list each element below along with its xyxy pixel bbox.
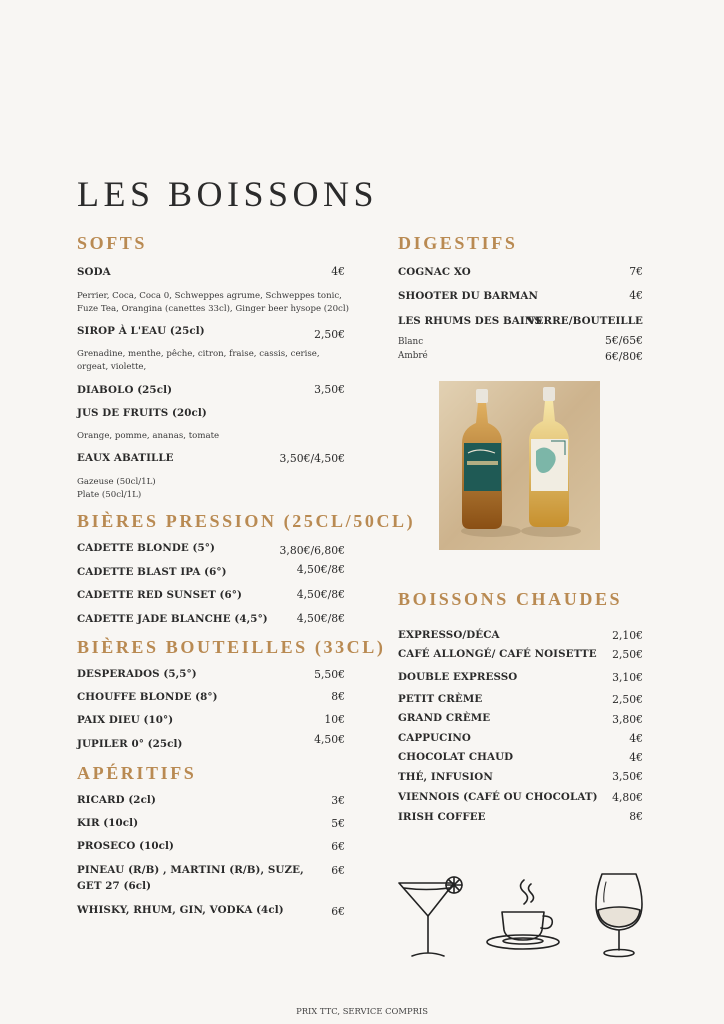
- pression-item-label: CADETTE BLAST IPA (6°): [77, 566, 227, 578]
- cognac-glass-icon: [590, 870, 648, 960]
- pression-item-price: 4,50€/8€: [296, 588, 345, 601]
- rhum-ambre-label: Ambré: [398, 351, 428, 361]
- digestif-item-label: SHOOTER DU BARMAN: [398, 290, 538, 302]
- section-digestifs-heading: DIGESTIFS: [398, 233, 518, 253]
- sirop-label: SIROP À L'EAU (25cl): [77, 325, 205, 337]
- aperitif-item-price: 6€: [331, 905, 345, 918]
- rhum-blanc-label: Blanc: [398, 337, 424, 347]
- chaude-item-label: VIENNOIS (CAFÉ OU CHOCOLAT): [398, 791, 598, 803]
- chaude-item-label: EXPRESSO/DÉCA: [398, 629, 500, 641]
- sirop-desc-line-1: Grenadine, menthe, pêche, citron, fraise, cassis, cerise,: [77, 349, 320, 359]
- aperitif-item-price: 6€: [331, 864, 345, 877]
- chaude-item-label: PETIT CRÈME: [398, 693, 483, 705]
- soda-label: SODA: [77, 266, 111, 278]
- digestif-item-price: 7€: [629, 265, 643, 278]
- soda-price: 4€: [331, 265, 345, 278]
- diabolo-price: 3,50€: [314, 383, 345, 396]
- aperitif-item-label: WHISKY, RHUM, GIN, VODKA (4cl): [77, 904, 284, 916]
- rhums-format: VERRE/BOUTEILLE: [527, 315, 643, 327]
- sirop-desc-line-2: orgeat, violette,: [77, 362, 147, 372]
- pression-item-label: CADETTE RED SUNSET (6°): [77, 589, 242, 601]
- chaude-item-label: CHOCOLAT CHAUD: [398, 751, 514, 763]
- footer-note: PRIX TTC, SERVICE COMPRIS: [296, 1006, 428, 1016]
- bouteille-item-price: 10€: [324, 713, 345, 726]
- pression-item-price: 3,80€/6,80€: [279, 544, 345, 557]
- eaux-desc-line-1: Gazeuse (50cl/1L): [77, 477, 156, 487]
- aperitif-item-label: PINEAU (R/B) , MARTINI (R/B), SUZE,: [77, 864, 304, 876]
- section-chaudes-heading: BOISSONS CHAUDES: [398, 589, 623, 609]
- martini-glass-icon: [396, 874, 466, 962]
- chaude-item-label: CAPPUCINO: [398, 732, 471, 744]
- eaux-desc-line-2: Plate (50cl/1L): [77, 490, 142, 500]
- aperitif-item-label: PROSECO (10cl): [77, 840, 174, 852]
- bouteille-item-price: 5,50€: [314, 668, 345, 681]
- rhums-label: LES RHUMS DES BAINS: [398, 315, 542, 327]
- chaude-item-price: 3,10€: [612, 671, 643, 684]
- chaude-item-label: THÉ, INFUSION: [398, 771, 493, 783]
- eaux-label: EAUX ABATILLE: [77, 452, 174, 464]
- bouteille-item-price: 8€: [331, 690, 345, 703]
- pression-item-label: CADETTE JADE BLANCHE (4,5°): [77, 613, 268, 625]
- chaude-item-price: 8€: [629, 810, 643, 823]
- page-title: LES BOISSONS: [77, 174, 379, 214]
- rhum-ambre-price: 6€/80€: [605, 350, 643, 363]
- rhum-blanc-price: 5€/65€: [605, 334, 643, 347]
- aperitif-item-price: 3€: [331, 794, 345, 807]
- bouteille-item-price: 4,50€: [314, 733, 345, 746]
- aperitif-item-label: KIR (10cl): [77, 817, 139, 829]
- chaude-item-price: 4€: [629, 751, 643, 764]
- sirop-price: 2,50€: [314, 328, 345, 341]
- chaude-item-label: CAFÉ ALLONGÉ/ CAFÉ NOISETTE: [398, 648, 597, 660]
- aperitif-item-label-line-2: GET 27 (6cl): [77, 880, 152, 892]
- soda-desc-line-1: Perrier, Coca, Coca 0, Schweppes agrume, Schweppes tonic,: [77, 291, 342, 301]
- aperitif-item-price: 5€: [331, 817, 345, 830]
- soda-desc-line-2: Fuze Tea, Orangina (canettes 33cl), Ginger beer hysope (20cl): [77, 304, 349, 314]
- aperitif-item-label: RICARD (2cl): [77, 794, 156, 806]
- section-bieres-bouteilles-heading: BIÈRES BOUTEILLES (33CL): [77, 637, 386, 657]
- bouteille-item-label: PAIX DIEU (10°): [77, 714, 174, 726]
- section-softs-heading: SOFTS: [77, 233, 148, 253]
- pression-item-label: CADETTE BLONDE (5°): [77, 542, 215, 554]
- section-bieres-pression-heading: BIÈRES PRESSION (25CL/50CL): [77, 511, 416, 531]
- digestif-item-price: 4€: [629, 289, 643, 302]
- coffee-cup-icon: [484, 878, 562, 954]
- jus-label: JUS DE FRUITS (20cl): [77, 407, 207, 419]
- bouteille-item-label: DESPERADOS (5,5°): [77, 668, 197, 680]
- jus-desc: Orange, pomme, ananas, tomate: [77, 431, 220, 441]
- chaude-item-label: DOUBLE EXPRESSO: [398, 671, 518, 683]
- chaude-item-price: 2,10€: [612, 629, 643, 642]
- pression-item-price: 4,50€/8€: [296, 612, 345, 625]
- aperitif-item-price: 6€: [331, 840, 345, 853]
- chaude-item-price: 3,50€: [612, 770, 643, 783]
- chaude-item-price: 2,50€: [612, 648, 643, 661]
- bouteille-item-label: JUPILER 0° (25cl): [77, 738, 183, 750]
- section-aperitifs-heading: APÉRITIFS: [77, 763, 197, 783]
- chaude-item-label: IRISH COFFEE: [398, 811, 486, 823]
- chaude-item-price: 3,80€: [612, 713, 643, 726]
- chaude-item-price: 4,80€: [612, 791, 643, 804]
- chaude-item-price: 4€: [629, 732, 643, 745]
- chaude-item-price: 2,50€: [612, 693, 643, 706]
- digestif-item-label: COGNAC XO: [398, 266, 471, 278]
- rum-bottles-photo: [439, 381, 600, 550]
- bouteille-item-label: CHOUFFE BLONDE (8°): [77, 691, 218, 703]
- pression-item-price: 4,50€/8€: [296, 563, 345, 576]
- diabolo-label: DIABOLO (25cl): [77, 384, 173, 396]
- eaux-price: 3,50€/4,50€: [279, 452, 345, 465]
- chaude-item-label: GRAND CRÈME: [398, 712, 491, 724]
